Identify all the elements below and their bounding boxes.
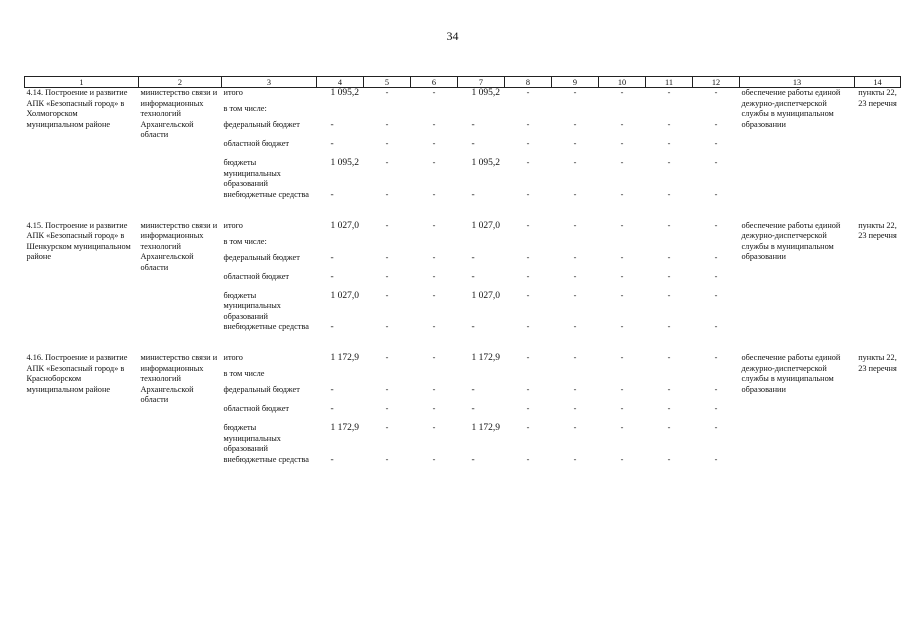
measure-name: 4.15. Построение и развитие АПК «Безопасный город» в Шенкурском муниципальном районе [26, 220, 131, 261]
value-cell: - [714, 158, 718, 167]
value-cell: 1 027,0 [471, 220, 500, 231]
block-spacer [25, 341, 901, 353]
value-cell: - [714, 189, 718, 199]
value-cell: - [667, 423, 671, 432]
program-rows [25, 88, 901, 474]
value-cell: - [714, 88, 718, 97]
value-cell: - [667, 189, 671, 199]
value-cell: - [526, 120, 530, 129]
value-cell: - [667, 88, 671, 97]
value-cell: - [667, 271, 671, 281]
column-number: 12 [693, 77, 740, 88]
value-cell: - [432, 158, 436, 167]
expected-result: обеспечение работы единой дежурно-диспетчерской службы в муниципальном образовании [741, 88, 841, 129]
value-cell: - [526, 454, 530, 464]
list-reference: пункты 22, 23 перечня [858, 88, 897, 108]
value-cell: - [330, 322, 334, 332]
table-row [25, 221, 901, 237]
value-cell: - [573, 322, 577, 331]
value-cell: - [385, 423, 389, 432]
table-row [25, 88, 901, 105]
value-cell: - [471, 271, 475, 282]
value-cell [505, 369, 552, 385]
value-cell: - [620, 290, 624, 300]
value-cell: - [385, 322, 389, 331]
value-cell: - [667, 454, 671, 464]
value-cell [411, 369, 458, 385]
value-cell: 1 172,9 [330, 353, 359, 363]
value-cell: - [620, 271, 624, 281]
value-cell: - [573, 404, 577, 413]
value-cell: - [573, 454, 577, 464]
value-cell: - [573, 120, 577, 129]
value-cell: - [526, 290, 530, 300]
value-cell: - [432, 353, 436, 362]
measure-name: 4.14. Построение и развитие АПК «Безопасный город» в Холмогорском муниципальном районе [26, 88, 128, 129]
column-number: 8 [505, 77, 552, 88]
spacer-cell [25, 209, 901, 221]
value-cell: - [471, 139, 475, 149]
value-cell: - [714, 423, 718, 432]
value-cell: - [526, 139, 530, 148]
value-cell [693, 369, 740, 385]
value-cell: - [330, 120, 334, 130]
value-cell [364, 104, 411, 120]
value-cell: - [573, 353, 577, 362]
funding-source: областной бюджет [223, 404, 290, 413]
value-cell: - [714, 404, 718, 413]
value-cell: - [471, 322, 475, 332]
value-cell: - [330, 189, 334, 200]
value-cell: - [385, 139, 389, 148]
value-cell: - [526, 385, 530, 394]
table-row [25, 353, 901, 369]
value-cell: - [714, 271, 718, 281]
value-cell [364, 237, 411, 253]
value-cell: - [432, 88, 436, 97]
value-cell: - [526, 271, 530, 281]
column-number-row [25, 77, 901, 88]
funding-source: в том числе: [223, 236, 267, 246]
value-cell: - [471, 404, 475, 414]
funding-source: итого [223, 88, 243, 97]
value-cell [646, 104, 693, 120]
column-number: 2 [139, 77, 222, 88]
value-cell [317, 104, 364, 120]
value-cell: - [385, 454, 389, 464]
value-cell: - [432, 271, 436, 281]
value-cell: - [573, 423, 577, 432]
value-cell: - [620, 189, 624, 199]
column-number: 9 [552, 77, 599, 88]
column-number: 10 [599, 77, 646, 88]
funding-source: внебюджетные средства [223, 322, 309, 331]
value-cell: - [330, 139, 334, 149]
list-reference: пункты 22, 23 перечня [858, 353, 897, 373]
value-cell: - [471, 454, 475, 465]
value-cell: - [714, 220, 718, 230]
value-cell: - [667, 139, 671, 148]
value-cell: - [471, 385, 475, 395]
value-cell [693, 104, 740, 120]
value-cell: - [714, 139, 718, 148]
value-cell: 1 095,2 [471, 88, 500, 98]
program-table [24, 76, 897, 474]
value-cell: - [471, 252, 475, 263]
value-cell: - [526, 322, 530, 331]
value-cell: - [471, 120, 475, 130]
executor: министерство связи и информационных технологий Архангельской области [140, 220, 218, 272]
value-cell: - [432, 139, 436, 148]
funding-source: федеральный бюджет [223, 120, 300, 129]
value-cell: - [385, 385, 389, 394]
value-cell: - [330, 271, 334, 282]
value-cell [552, 237, 599, 253]
funding-source: бюджеты муниципальных образований [223, 158, 281, 188]
expected-result: обеспечение работы единой дежурно-диспетчерской службы в муниципальном образовании [741, 353, 841, 394]
executor: министерство связи и информационных технологий Архангельской области [140, 353, 218, 404]
value-cell [552, 369, 599, 385]
block-spacer [25, 209, 901, 221]
value-cell: - [667, 404, 671, 413]
value-cell: - [432, 322, 436, 331]
value-cell: - [573, 189, 577, 199]
value-cell: - [620, 404, 624, 413]
funding-source: областной бюджет [223, 271, 290, 281]
funding-source: в том числе [223, 369, 265, 378]
value-cell: - [432, 220, 436, 230]
funding-source: в том числе: [223, 104, 267, 113]
column-number: 11 [646, 77, 693, 88]
value-cell: - [714, 322, 718, 331]
value-cell: - [385, 189, 389, 199]
value-cell: - [667, 120, 671, 129]
funding-source: итого [223, 220, 243, 230]
value-cell: - [620, 423, 624, 432]
value-cell: - [385, 120, 389, 129]
value-cell: - [526, 404, 530, 413]
value-cell: - [385, 252, 389, 262]
value-cell: - [385, 88, 389, 97]
value-cell: - [667, 290, 671, 300]
measure-name: 4.16. Построение и развитие АПК «Безопасный город» в Красноборском муниципальном районе [26, 353, 128, 394]
value-cell: - [330, 454, 334, 465]
program-table-body [24, 76, 901, 474]
value-cell: 1 027,0 [471, 290, 500, 301]
column-number: 7 [458, 77, 505, 88]
funding-source: областной бюджет [223, 139, 290, 148]
column-number: 3 [222, 77, 317, 88]
value-cell: - [432, 454, 436, 464]
funding-source: внебюджетные средства [223, 189, 309, 199]
column-number: 4 [317, 77, 364, 88]
value-cell: - [620, 158, 624, 167]
value-cell [458, 104, 505, 120]
value-cell: - [573, 220, 577, 230]
value-cell [505, 104, 552, 120]
value-cell [599, 104, 646, 120]
value-cell: - [714, 385, 718, 394]
value-cell: 1 095,2 [330, 158, 359, 168]
value-cell [411, 237, 458, 253]
value-cell: - [573, 385, 577, 394]
value-cell: - [620, 385, 624, 394]
value-cell: - [432, 404, 436, 413]
value-cell: - [714, 290, 718, 300]
value-cell [317, 237, 364, 253]
funding-source: итого [223, 353, 243, 362]
value-cell: - [573, 158, 577, 167]
column-number: 14 [855, 77, 901, 88]
value-cell: - [385, 404, 389, 413]
value-cell: - [667, 353, 671, 362]
funding-source: внебюджетные средства [223, 454, 309, 464]
value-cell: - [432, 189, 436, 199]
value-cell: - [385, 220, 389, 230]
value-cell: - [526, 189, 530, 199]
column-number: 1 [25, 77, 139, 88]
value-cell [646, 369, 693, 385]
value-cell: 1 027,0 [330, 220, 359, 231]
value-cell: - [573, 139, 577, 148]
value-cell [599, 369, 646, 385]
value-cell: - [526, 220, 530, 230]
value-cell: - [526, 158, 530, 167]
funding-source: федеральный бюджет [223, 385, 300, 394]
value-cell: - [667, 158, 671, 167]
value-cell: - [526, 423, 530, 432]
value-cell: - [573, 290, 577, 300]
value-cell: - [330, 252, 334, 263]
value-cell: - [714, 252, 718, 262]
value-cell: - [432, 423, 436, 432]
value-cell [599, 237, 646, 253]
value-cell: 1 172,9 [471, 353, 500, 363]
value-cell: - [432, 252, 436, 262]
value-cell: - [667, 385, 671, 394]
value-cell: 1 027,0 [330, 290, 359, 301]
spacer-cell [25, 341, 901, 353]
value-cell [411, 104, 458, 120]
value-cell: - [620, 139, 624, 148]
value-cell: - [667, 252, 671, 262]
value-cell: - [714, 120, 718, 129]
value-cell: - [620, 454, 624, 464]
column-number: 5 [364, 77, 411, 88]
funding-source: федеральный бюджет [223, 252, 300, 262]
value-cell: - [620, 220, 624, 230]
value-cell: - [714, 353, 718, 362]
value-cell [646, 237, 693, 253]
value-cell: - [330, 404, 334, 414]
value-cell: - [573, 271, 577, 281]
value-cell: - [667, 322, 671, 331]
value-cell: - [385, 353, 389, 362]
value-cell: - [432, 120, 436, 129]
value-cell: - [385, 158, 389, 167]
value-cell [552, 104, 599, 120]
executor: министерство связи и информационных технологий Архангельской области [140, 88, 218, 139]
value-cell: 1 172,9 [330, 423, 359, 433]
value-cell: - [526, 88, 530, 97]
value-cell: - [432, 385, 436, 394]
funding-source: бюджеты муниципальных образований [223, 290, 281, 321]
value-cell [505, 237, 552, 253]
value-cell: 1 095,2 [330, 88, 359, 98]
value-cell: - [620, 353, 624, 362]
value-cell: - [620, 322, 624, 331]
value-cell: - [526, 353, 530, 362]
value-cell: - [573, 252, 577, 262]
list-reference: пункты 22, 23 перечня [858, 220, 897, 240]
value-cell: - [330, 385, 334, 395]
value-cell [458, 237, 505, 253]
value-cell: - [526, 252, 530, 262]
value-cell [364, 369, 411, 385]
value-cell: - [620, 252, 624, 262]
value-cell: - [667, 220, 671, 230]
value-cell: - [471, 189, 475, 200]
value-cell [458, 369, 505, 385]
value-cell: - [620, 88, 624, 97]
page-number: 34 [446, 29, 459, 43]
value-cell: - [385, 271, 389, 281]
value-cell: - [385, 290, 389, 300]
value-cell [693, 237, 740, 253]
value-cell: - [432, 290, 436, 300]
column-number: 6 [411, 77, 458, 88]
column-number: 13 [740, 77, 855, 88]
value-cell: 1 172,9 [471, 423, 500, 433]
value-cell: - [714, 454, 718, 464]
value-cell [317, 369, 364, 385]
value-cell: - [573, 88, 577, 97]
funding-source: бюджеты муниципальных образований [223, 423, 281, 453]
value-cell: 1 095,2 [471, 158, 500, 168]
expected-result: обеспечение работы единой дежурно-диспетчерской службы в муниципальном образовании [741, 220, 841, 261]
value-cell: - [620, 120, 624, 129]
